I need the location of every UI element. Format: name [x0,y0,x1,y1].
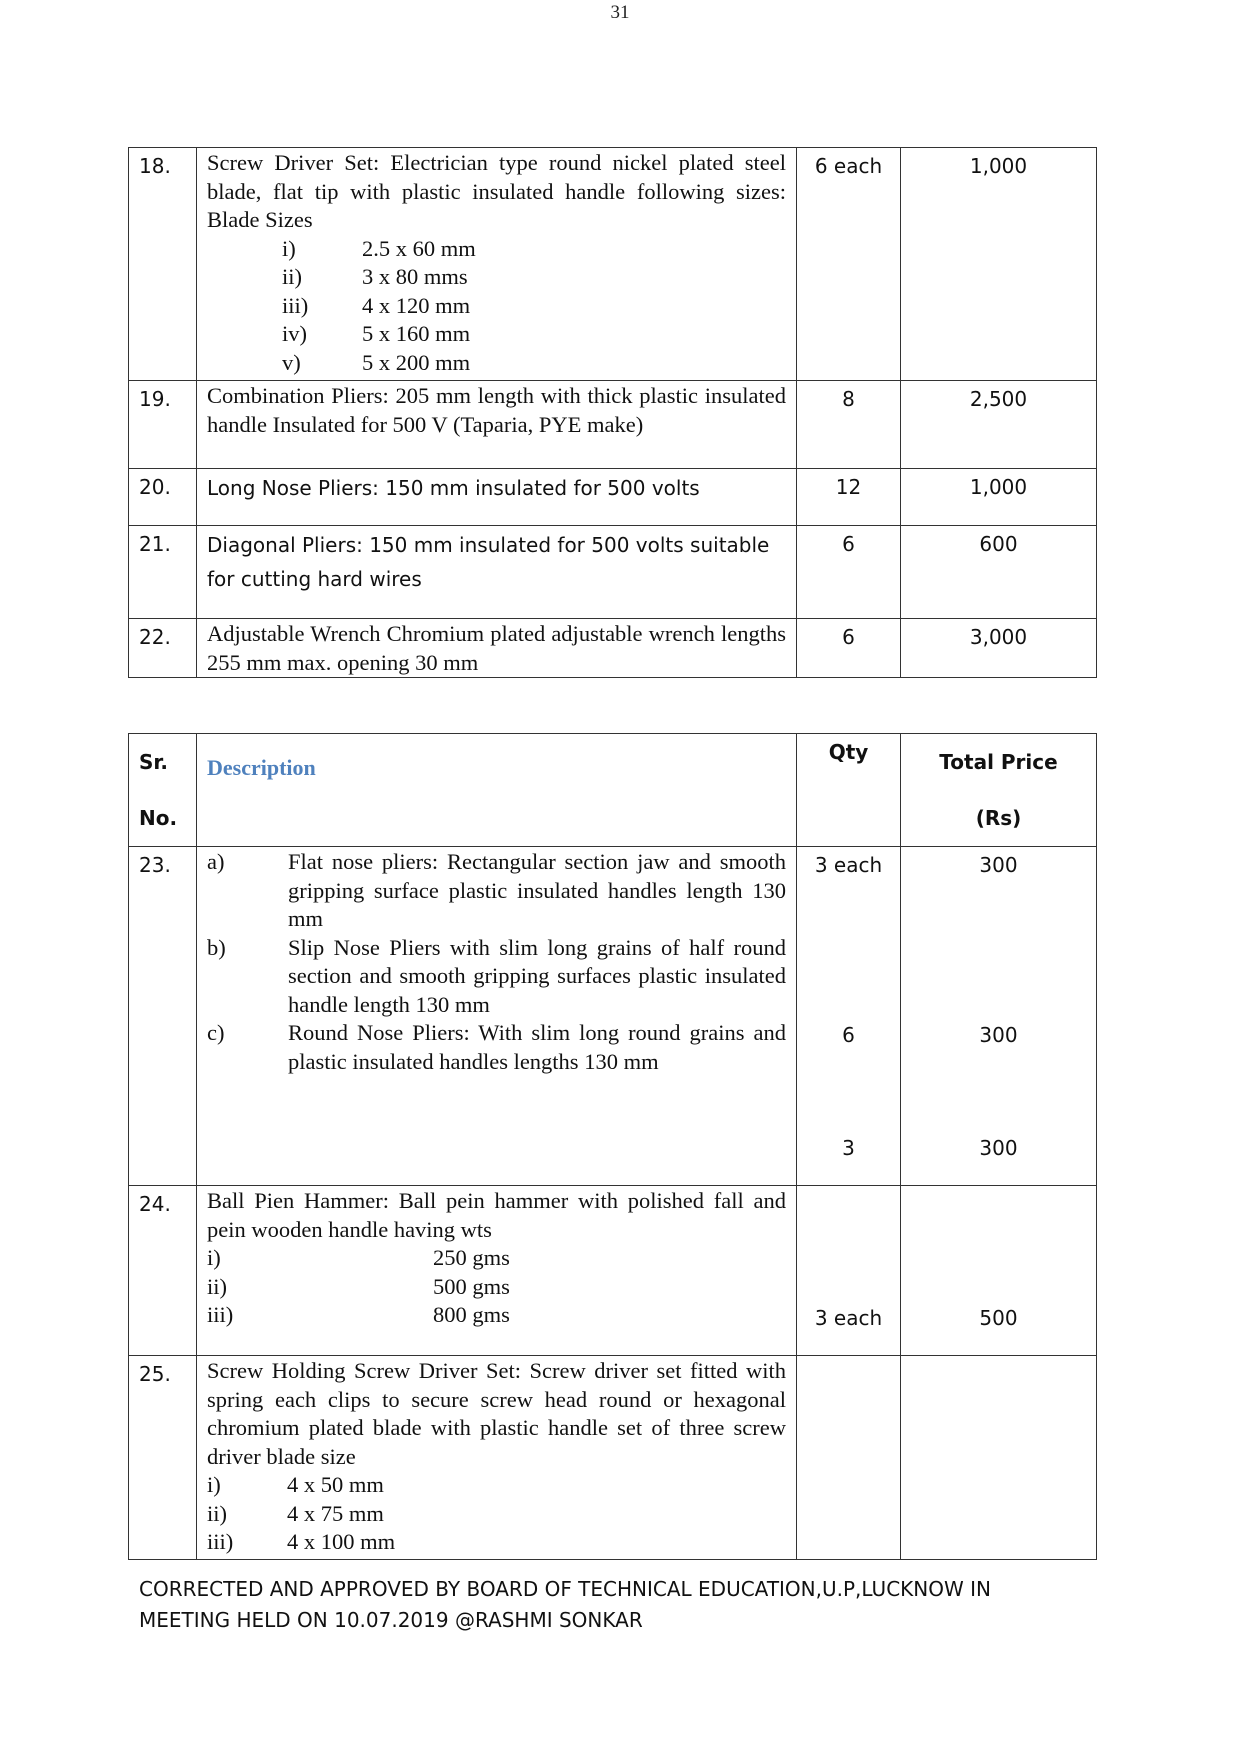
sub-item [207,1019,786,1076]
table-row [129,526,1097,619]
size-value: 5 x 200 mm [362,349,471,375]
quantity: 6 each [797,148,901,381]
total-price: 300 [979,1136,1018,1160]
serial-number: 23. [129,847,197,1186]
table-row [129,381,1097,469]
item-description [197,1186,797,1356]
quantity: 6 [797,619,901,678]
price-cell [901,847,1097,1186]
weight-key: i) [207,1245,221,1270]
size-value: 4 x 120 mm [362,292,471,318]
weight-value: 500 gms [433,1273,510,1299]
quantity: 3 each [814,853,883,877]
size-item [207,1471,786,1500]
serial-number: 20. [129,469,197,526]
serial-number: 24. [129,1186,197,1356]
table-row [129,1186,1097,1356]
size-key: v) [282,349,301,375]
size-value: 2.5 x 60 mm [362,235,476,261]
footer-line-1: CORRECTED AND APPROVED BY BOARD OF TECHNICAL EDUCATION,U.P,LUCKNOW IN [139,1577,991,1601]
sub-item-key: a) [207,849,225,874]
item-description: Adjustable Wrench Chromium plated adjustable wrench lengths 255 mm max. opening 30 mm [197,619,797,678]
size-key: iii) [207,1529,234,1554]
item-description: Long Nose Pliers: 150 mm insulated for 500 volts [197,469,797,526]
size-key: ii) [207,1500,227,1526]
description-text: Ball Pien Hammer: Ball pein hammer with polished fall and pein wooden handle having wts [207,1188,786,1242]
description-text: Screw Driver Set: Electrician type round nickel plated steel blade, flat tip with plastic insulated handle following sizes: Blade Sizes [207,150,786,232]
weight-item [207,1273,786,1302]
size-item [207,1528,786,1557]
total-price: 2,500 [901,381,1097,469]
approval-footer [139,1574,1099,1636]
sub-item [207,848,786,934]
header-serial [129,734,197,847]
total-price: 600 [901,526,1097,619]
sub-item-key: b) [207,934,226,960]
sub-item-key: c) [207,1020,225,1045]
table-row [129,469,1097,526]
table-row [129,619,1097,678]
size-item [207,292,786,321]
size-key: iv) [282,321,307,346]
quantity [797,1356,901,1560]
quantity: 3 each [797,1186,901,1356]
sub-item-text: Round Nose Pliers: With slim long round grains and plastic insulated handles lengths 130 mm [288,1020,786,1074]
size-item [207,1500,786,1529]
weight-value: 800 gms [433,1302,510,1327]
total-price [901,1356,1097,1560]
size-item [207,320,786,349]
size-value: 4 x 50 mm [287,1472,384,1497]
total-price: 300 [979,853,1018,877]
size-key: i) [207,1472,221,1497]
header-serial-line2: No. [139,806,178,830]
page-number: 31 [610,2,630,23]
size-key: iii) [282,292,309,318]
table-row [129,1356,1097,1560]
item-description [197,847,797,1186]
quantity-cell [797,847,901,1186]
size-value: 4 x 100 mm [287,1529,396,1554]
size-value: 5 x 160 mm [362,321,471,346]
quantity: 3 [842,1136,855,1160]
total-price: 1,000 [901,469,1097,526]
weight-key: ii) [207,1273,227,1299]
sub-item [207,934,786,1020]
header-qty: Qty [797,734,901,847]
quantity: 8 [797,381,901,469]
item-description [197,148,797,381]
header-price-line2: (Rs) [975,806,1022,830]
items-table-2 [128,733,1097,1560]
size-item [207,235,786,264]
description-text: Screw Holding Screw Driver Set: Screw driver set fitted with spring each clips to secure screw head round or hexagonal chromium plated blade with plastic handle set of three screw driver blade size [207,1358,786,1469]
quantity: 12 [797,469,901,526]
total-price: 1,000 [901,148,1097,381]
size-key: ii) [282,264,302,289]
table-row [129,148,1097,381]
size-value: 4 x 75 mm [287,1500,384,1526]
size-item [207,263,786,292]
total-price: 3,000 [901,619,1097,678]
item-description: Combination Pliers: 205 mm length with thick plastic insulated handle Insulated for 500 V (Taparia, PYE make) [197,381,797,469]
total-price: 500 [901,1186,1097,1356]
sub-item-text: Flat nose pliers: Rectangular section jaw and smooth gripping surface plastic insulated handles length 130 mm [288,849,786,931]
size-item [207,349,786,378]
size-value: 3 x 80 mms [362,264,468,289]
weight-item [207,1301,786,1330]
table-header-row [129,734,1097,847]
header-description: Description [197,734,797,847]
table-row [129,847,1097,1186]
item-description [197,1356,797,1560]
quantity: 6 [797,526,901,619]
serial-number: 21. [129,526,197,619]
weight-item [207,1244,786,1273]
size-key: i) [282,235,296,261]
header-price-line1: Total Price [939,750,1058,774]
serial-number: 25. [129,1356,197,1560]
footer-line-2: MEETING HELD ON 10.07.2019 @RASHMI SONKAR [139,1608,643,1632]
quantity: 6 [842,1023,855,1047]
sub-item-text: Slip Nose Pliers with slim long grains of half round section and smooth gripping surfaces plastic insulated handle length 130 mm [288,934,786,1017]
serial-number: 18. [129,148,197,381]
header-serial-line1: Sr. [139,750,169,774]
items-table-1 [128,147,1097,678]
header-total-price [901,734,1097,847]
item-description: Diagonal Pliers: 150 mm insulated for 500 volts suitable for cutting hard wires [197,526,797,619]
serial-number: 19. [129,381,197,469]
total-price: 300 [979,1023,1018,1047]
weight-key: iii) [207,1302,234,1327]
serial-number: 22. [129,619,197,678]
weight-value: 250 gms [433,1245,510,1270]
